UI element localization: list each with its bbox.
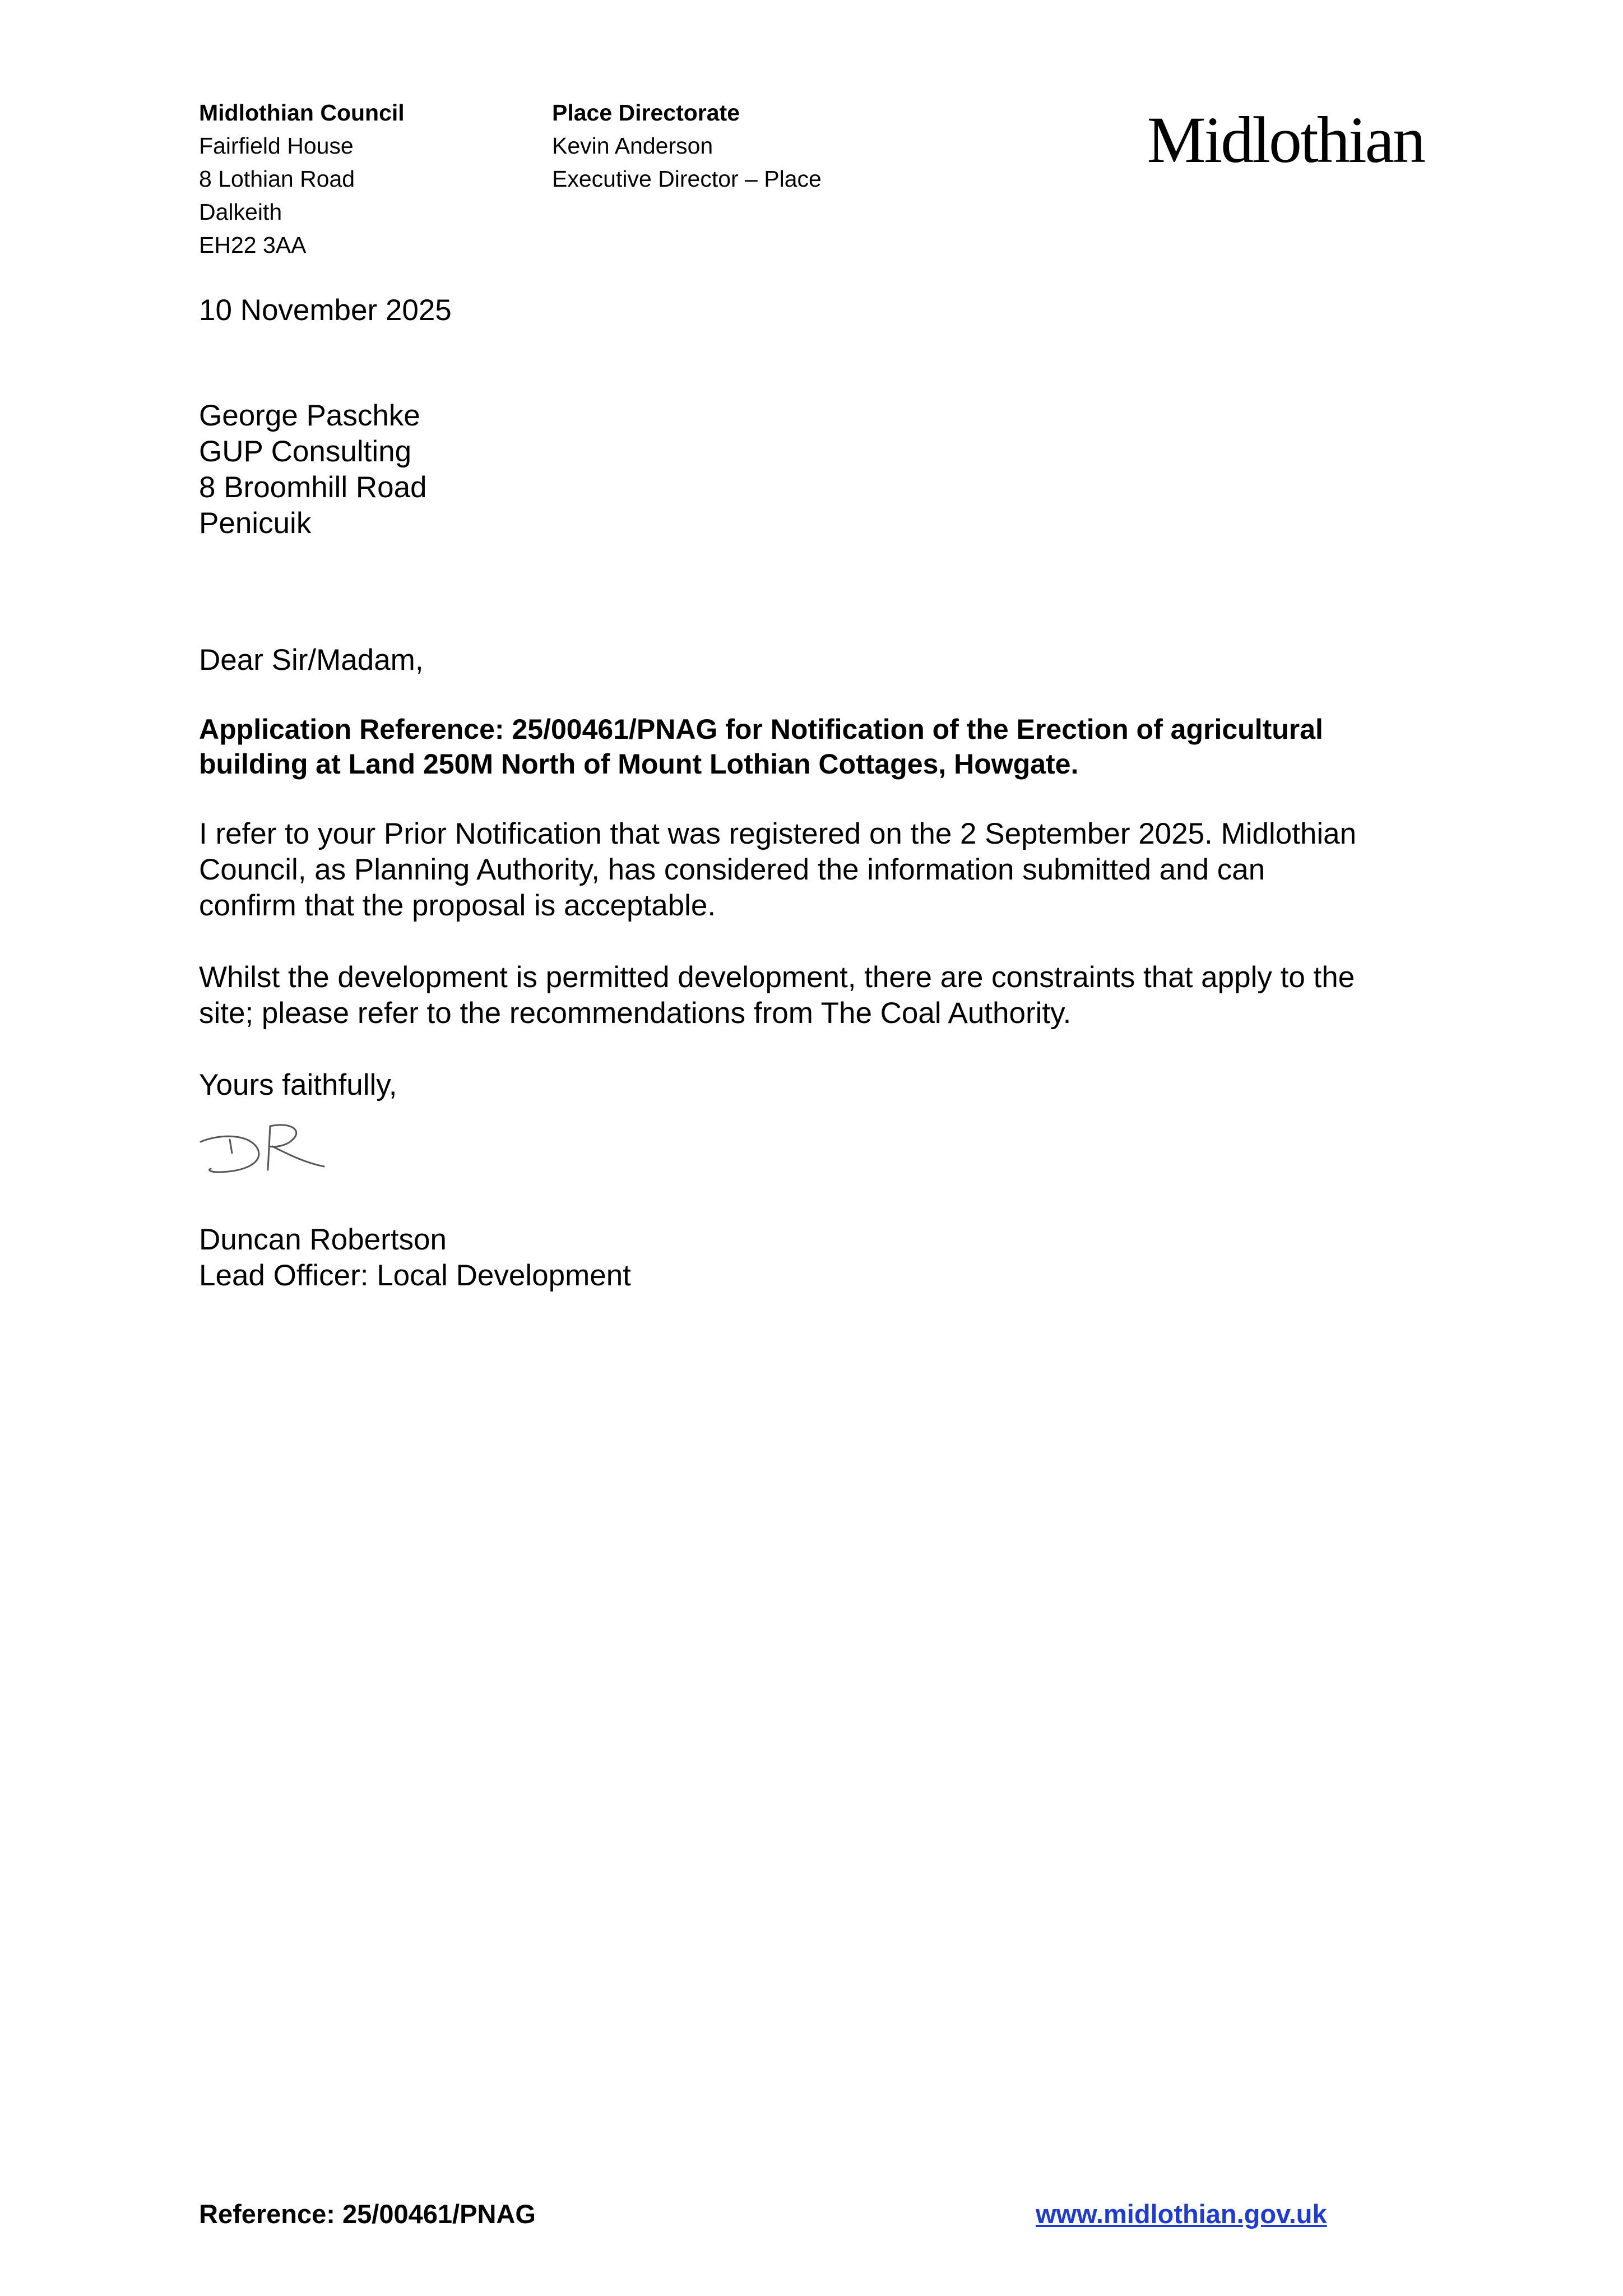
recipient-address [199,398,1437,541]
subject-heading: Application Reference: 25/00461/PNAG for Notification of the Erection of agricultural building at Land 250M North of Mount Lothian Cottages, Howgate. [199,714,1323,780]
directorate-block [552,96,822,196]
body-paragraph-2: Whilst the development is permitted development, there are constraints that apply to the site; please refer to the recommendations from The Coal Authority. [199,961,1355,1030]
recipient-name: George Paschke [199,399,420,432]
council-address-line: Dalkeith [199,199,282,225]
signatory-block [199,1222,1437,1294]
handwritten-signature [196,1118,336,1191]
director-role: Executive Director – Place [552,166,822,192]
signatory-title: Lead Officer: Local Development [199,1259,631,1292]
recipient-street: 8 Broomhill Road [199,471,427,504]
footer-website-link[interactable]: www.midlothian.gov.uk [1036,2199,1327,2229]
directorate-name: Place Directorate [552,100,740,126]
body-paragraph-1: I refer to your Prior Notification that was registered on the 2 September 2025. Midlothian Council, as Planning Authority, has considered the information submitted and can confirm that the proposal is acceptable. [199,817,1357,922]
recipient-company: GUP Consulting [199,435,412,468]
recipient-town: Penicuik [199,507,312,540]
footer-reference: Reference: 25/00461/PNAG [199,2199,536,2229]
letter-date: 10 November 2025 [199,294,452,327]
salutation: Dear Sir/Madam, [199,644,424,677]
closing: Yours faithfully, [199,1068,397,1101]
council-postcode: EH22 3AA [199,232,307,258]
signatory-name: Duncan Robertson [199,1223,447,1256]
council-name: Midlothian Council [199,100,405,126]
council-address-line: 8 Lothian Road [199,166,355,192]
midlothian-logo: Midlothian [1147,103,1424,177]
council-address-line: Fairfield House [199,133,354,159]
council-address-block [199,96,405,262]
director-name: Kevin Anderson [552,133,713,159]
